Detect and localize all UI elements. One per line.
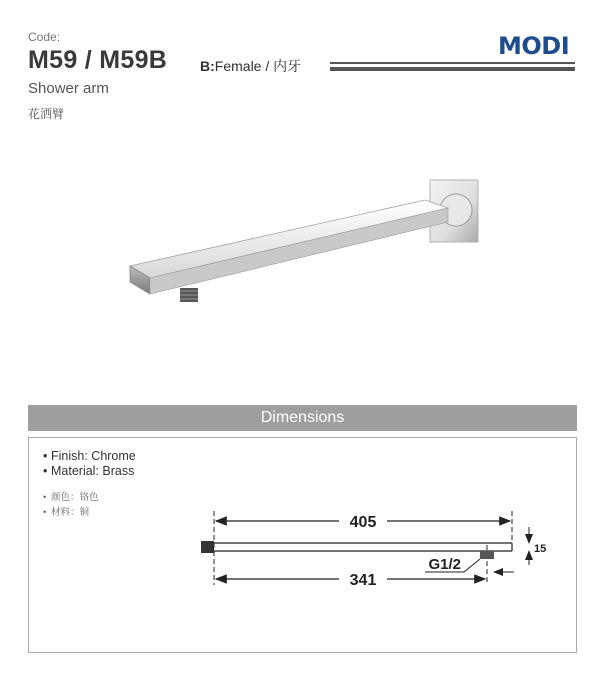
variant-note — [200, 56, 301, 76]
dim-405-label: 405 — [349, 514, 377, 531]
brand-logo: MODI — [498, 32, 570, 60]
spec-material: • Material: Brass — [43, 464, 135, 478]
product-name-cn: 花洒臂 — [28, 107, 65, 121]
dimensions-header: Dimensions — [28, 405, 577, 431]
variant-prefix: B: — [200, 58, 215, 74]
spec-finish: • Finish: Chrome — [43, 449, 136, 463]
dimensions-box — [28, 437, 577, 653]
variant-text: Female / 内牙 — [214, 58, 302, 74]
spec-material-cn: • 材料：铜 — [43, 507, 90, 518]
dim-341-label: 341 — [349, 572, 377, 589]
shower-arm-image — [120, 170, 490, 315]
code-label: Code: — [28, 30, 61, 44]
product-name: Shower arm — [28, 80, 109, 97]
header-rule-top — [330, 62, 575, 64]
technical-drawing — [199, 503, 559, 603]
header-rule-bottom — [330, 67, 575, 71]
dim-15-label: 15 — [534, 543, 547, 555]
model-number: M59 / M59B — [28, 46, 168, 74]
spec-finish-cn: • 颜色：铬色 — [43, 492, 99, 503]
thread-label: G1/2 — [428, 556, 461, 573]
